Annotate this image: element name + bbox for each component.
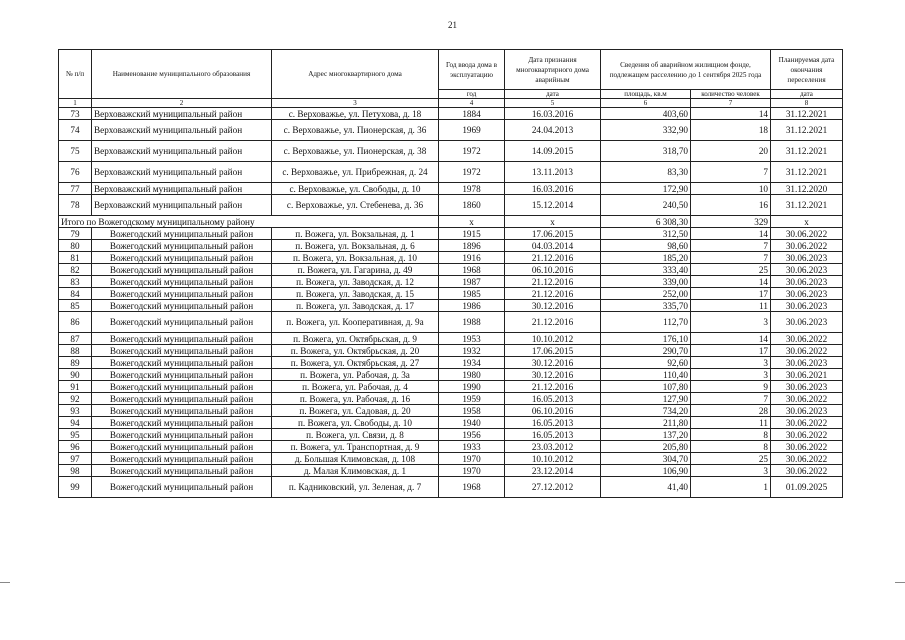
row-number: 93	[59, 405, 92, 417]
people-cell: 11	[691, 417, 771, 429]
total-area: 6 308,30	[601, 216, 691, 228]
address-cell: п. Вожега, ул. Заводская, д. 15	[272, 288, 439, 300]
area-cell: 41,40	[601, 477, 691, 498]
rows-vozhegodsky	[59, 228, 843, 498]
area-cell: 318,70	[601, 141, 691, 162]
planned-date-cell: 30.06.2022	[771, 393, 843, 405]
people-cell: 3	[691, 369, 771, 381]
address-cell: д. Малая Климовская, д. 1	[272, 465, 439, 477]
planned-date-cell: 30.06.2022	[771, 441, 843, 453]
year-cell: 1978	[439, 183, 505, 195]
address-cell: п. Вожега, ул. Вокзальная, д. 1	[272, 228, 439, 240]
planned-date-cell: 31.12.2020	[771, 183, 843, 195]
column-numbers-row	[59, 99, 843, 108]
planned-date-cell: 30.06.2022	[771, 228, 843, 240]
unit-date: дата	[505, 90, 601, 99]
people-cell: 16	[691, 195, 771, 216]
area-cell: 172,90	[601, 183, 691, 195]
col-number: 3	[272, 99, 439, 108]
row-number: 98	[59, 465, 92, 477]
year-cell: 1915	[439, 228, 505, 240]
address-cell: п. Кадниковский, ул. Зеленая, д. 7	[272, 477, 439, 498]
area-cell: 339,00	[601, 276, 691, 288]
year-cell: 1990	[439, 381, 505, 393]
table-row	[59, 345, 843, 357]
margin-mark	[0, 582, 10, 583]
col-header-municipality: Наименование муниципального образования	[92, 50, 272, 99]
table-row	[59, 312, 843, 333]
planned-date-cell: 31.12.2021	[771, 162, 843, 183]
table-row	[59, 264, 843, 276]
year-cell: 1986	[439, 300, 505, 312]
municipality-cell: Вожегодский муниципальный район	[92, 264, 272, 276]
address-cell: п. Вожега, ул. Рабочая, д. 4	[272, 381, 439, 393]
municipality-cell: Вожегодский муниципальный район	[92, 312, 272, 333]
planned-date-cell: 31.12.2021	[771, 120, 843, 141]
address-cell: д. Большая Климовская, д. 108	[272, 453, 439, 465]
row-number: 89	[59, 357, 92, 369]
year-cell: 1956	[439, 429, 505, 441]
address-cell: п. Вожега, ул. Октябрьская, д. 27	[272, 357, 439, 369]
row-number: 75	[59, 141, 92, 162]
planned-date-cell: 30.06.2021	[771, 369, 843, 381]
table-row	[59, 429, 843, 441]
col-header-address: Адрес многоквартирного дома	[272, 50, 439, 99]
col-header-year: Год ввода дома в эксплуатацию	[439, 50, 505, 90]
address-cell: п. Вожега, ул. Вокзальная, д. 10	[272, 252, 439, 264]
address-cell: п. Вожега, ул. Рабочая, д. 3а	[272, 369, 439, 381]
col-header-planned-date: Планируемая дата окончания переселения	[771, 50, 843, 90]
recognition-date-cell: 21.12.2016	[505, 276, 601, 288]
year-cell: 1958	[439, 405, 505, 417]
area-cell: 252,00	[601, 288, 691, 300]
municipality-cell: Вожегодский муниципальный район	[92, 288, 272, 300]
area-cell: 403,60	[601, 108, 691, 120]
total-people: 329	[691, 216, 771, 228]
table-row	[59, 393, 843, 405]
people-cell: 8	[691, 429, 771, 441]
address-cell: п. Вожега, ул. Заводская, д. 12	[272, 276, 439, 288]
year-cell: 1934	[439, 357, 505, 369]
people-cell: 18	[691, 120, 771, 141]
address-cell: п. Вожега, ул. Гагарина, д. 49	[272, 264, 439, 276]
area-cell: 127,90	[601, 393, 691, 405]
municipality-cell: Вожегодский муниципальный район	[92, 405, 272, 417]
recognition-date-cell: 15.12.2014	[505, 195, 601, 216]
area-cell: 290,70	[601, 345, 691, 357]
recognition-date-cell: 04.03.2014	[505, 240, 601, 252]
col-number: 2	[92, 99, 272, 108]
year-cell: 1860	[439, 195, 505, 216]
address-cell: с. Верховажье, ул. Петухова, д. 18	[272, 108, 439, 120]
municipality-cell: Вожегодский муниципальный район	[92, 465, 272, 477]
row-number: 81	[59, 252, 92, 264]
year-cell: 1916	[439, 252, 505, 264]
row-number: 79	[59, 228, 92, 240]
municipality-cell: Верховажский муниципальный район	[92, 120, 272, 141]
planned-date-cell: 31.12.2021	[771, 141, 843, 162]
area-cell: 335,70	[601, 300, 691, 312]
area-cell: 205,80	[601, 441, 691, 453]
people-cell: 3	[691, 357, 771, 369]
col-number: 8	[771, 99, 843, 108]
row-number: 91	[59, 381, 92, 393]
address-cell: п. Вожега, ул. Кооперативная, д. 9а	[272, 312, 439, 333]
area-cell: 211,80	[601, 417, 691, 429]
area-cell: 112,70	[601, 312, 691, 333]
recognition-date-cell: 21.12.2016	[505, 288, 601, 300]
municipality-cell: Вожегодский муниципальный район	[92, 453, 272, 465]
recognition-date-cell: 17.06.2015	[505, 228, 601, 240]
area-cell: 304,70	[601, 453, 691, 465]
people-cell: 9	[691, 381, 771, 393]
recognition-date-cell: 30.12.2016	[505, 357, 601, 369]
municipality-cell: Вожегодский муниципальный район	[92, 357, 272, 369]
year-cell: 1980	[439, 369, 505, 381]
planned-date-cell: 30.06.2022	[771, 429, 843, 441]
table-row	[59, 120, 843, 141]
table-row	[59, 300, 843, 312]
address-cell: с. Верховажье, ул. Стебенева, д. 36	[272, 195, 439, 216]
recognition-date-cell: 16.05.2013	[505, 429, 601, 441]
people-cell: 3	[691, 312, 771, 333]
people-cell: 17	[691, 345, 771, 357]
table-row	[59, 333, 843, 345]
municipality-cell: Вожегодский муниципальный район	[92, 333, 272, 345]
people-cell: 7	[691, 240, 771, 252]
municipality-cell: Вожегодский муниципальный район	[92, 240, 272, 252]
table-row	[59, 477, 843, 498]
area-cell: 92,60	[601, 357, 691, 369]
table-row	[59, 453, 843, 465]
table-row	[59, 162, 843, 183]
table-row	[59, 405, 843, 417]
people-cell: 20	[691, 141, 771, 162]
area-cell: 332,90	[601, 120, 691, 141]
address-cell: п. Вожега, ул. Октябрьская, д. 9	[272, 333, 439, 345]
planned-date-cell: 30.06.2023	[771, 357, 843, 369]
recognition-date-cell: 23.12.2014	[505, 465, 601, 477]
planned-date-cell: 30.06.2023	[771, 252, 843, 264]
people-cell: 7	[691, 393, 771, 405]
total-section	[59, 216, 843, 228]
row-number: 82	[59, 264, 92, 276]
recognition-date-cell: 16.03.2016	[505, 108, 601, 120]
address-cell: п. Вожега, ул. Садовая, д. 20	[272, 405, 439, 417]
year-cell: 1987	[439, 276, 505, 288]
area-cell: 107,80	[601, 381, 691, 393]
row-number: 74	[59, 120, 92, 141]
address-cell: с. Верховажье, ул. Свободы, д. 10	[272, 183, 439, 195]
people-cell: 14	[691, 228, 771, 240]
municipality-cell: Вожегодский муниципальный район	[92, 276, 272, 288]
year-cell: 1970	[439, 465, 505, 477]
unit-people: количество человек	[691, 90, 771, 99]
municipality-cell: Вожегодский муниципальный район	[92, 369, 272, 381]
col-header-recognition-date: Дата признания многоквартирного дома аварийным	[505, 50, 601, 90]
row-number: 86	[59, 312, 92, 333]
municipality-cell: Вожегодский муниципальный район	[92, 252, 272, 264]
municipality-cell: Верховажский муниципальный район	[92, 162, 272, 183]
planned-date-cell: 31.12.2021	[771, 195, 843, 216]
people-cell: 8	[691, 441, 771, 453]
row-number: 77	[59, 183, 92, 195]
recognition-date-cell: 27.12.2012	[505, 477, 601, 498]
table-row	[59, 183, 843, 195]
table-row	[59, 369, 843, 381]
table-row	[59, 465, 843, 477]
area-cell: 110,40	[601, 369, 691, 381]
people-cell: 25	[691, 264, 771, 276]
recognition-date-cell: 10.10.2012	[505, 333, 601, 345]
municipality-cell: Вожегодский муниципальный район	[92, 300, 272, 312]
recognition-date-cell: 06.10.2016	[505, 264, 601, 276]
planned-date-cell: 30.06.2023	[771, 264, 843, 276]
people-cell: 14	[691, 108, 771, 120]
recognition-date-cell: 16.03.2016	[505, 183, 601, 195]
area-cell: 106,90	[601, 465, 691, 477]
area-cell: 312,50	[601, 228, 691, 240]
row-number: 80	[59, 240, 92, 252]
unit-planned-date: дата	[771, 90, 843, 99]
year-cell: 1940	[439, 417, 505, 429]
municipality-cell: Вожегодский муниципальный район	[92, 477, 272, 498]
planned-date-cell: 01.09.2025	[771, 477, 843, 498]
people-cell: 7	[691, 162, 771, 183]
table-row	[59, 252, 843, 264]
col-number: 6	[601, 99, 691, 108]
recognition-date-cell: 17.06.2015	[505, 345, 601, 357]
page-number: 21	[448, 20, 457, 30]
municipality-cell: Вожегодский муниципальный район	[92, 345, 272, 357]
year-cell: 1972	[439, 141, 505, 162]
recognition-date-cell: 16.05.2013	[505, 393, 601, 405]
row-number: 92	[59, 393, 92, 405]
area-cell: 137,20	[601, 429, 691, 441]
municipality-cell: Верховажский муниципальный район	[92, 183, 272, 195]
recognition-date-cell: 30.12.2016	[505, 300, 601, 312]
total-row	[59, 216, 843, 228]
col-header-num: № п/п	[59, 50, 92, 99]
planned-date-cell: 30.06.2023	[771, 312, 843, 333]
address-cell: с. Верховажье, ул. Прибрежная, д. 24	[272, 162, 439, 183]
address-cell: п. Вожега, ул. Заводская, д. 17	[272, 300, 439, 312]
recognition-date-cell: 10.10.2012	[505, 453, 601, 465]
people-cell: 28	[691, 405, 771, 417]
recognition-date-cell: 16.05.2013	[505, 417, 601, 429]
rows-verkhovazhsky	[59, 108, 843, 216]
header-row	[59, 50, 843, 90]
margin-mark	[895, 582, 905, 583]
table-row	[59, 357, 843, 369]
row-number: 99	[59, 477, 92, 498]
col-number: 1	[59, 99, 92, 108]
year-cell: 1959	[439, 393, 505, 405]
municipality-cell: Верховажский муниципальный район	[92, 195, 272, 216]
year-cell: 1932	[439, 345, 505, 357]
planned-date-cell: 30.06.2023	[771, 288, 843, 300]
row-number: 87	[59, 333, 92, 345]
municipality-cell: Вожегодский муниципальный район	[92, 381, 272, 393]
planned-date-cell: 30.06.2023	[771, 405, 843, 417]
col-header-fund-info: Сведения об аварийном жилищном фонде, подлежащем расселению до 1 сентября 2025 года	[601, 50, 771, 90]
housing-registry-table	[58, 49, 843, 498]
recognition-date-cell: 06.10.2016	[505, 405, 601, 417]
area-cell: 176,10	[601, 333, 691, 345]
planned-date-cell: 30.06.2022	[771, 345, 843, 357]
municipality-cell: Вожегодский муниципальный район	[92, 441, 272, 453]
people-cell: 17	[691, 288, 771, 300]
municipality-cell: Вожегодский муниципальный район	[92, 417, 272, 429]
area-cell: 333,40	[601, 264, 691, 276]
table-row	[59, 288, 843, 300]
recognition-date-cell: 30.12.2016	[505, 369, 601, 381]
row-number: 97	[59, 453, 92, 465]
address-cell: п. Вожега, ул. Свободы, д. 10	[272, 417, 439, 429]
address-cell: п. Вожега, ул. Октябрьская, д. 20	[272, 345, 439, 357]
people-cell: 25	[691, 453, 771, 465]
total-planned: x	[771, 216, 843, 228]
row-number: 84	[59, 288, 92, 300]
planned-date-cell: 30.06.2022	[771, 417, 843, 429]
recognition-date-cell: 21.12.2016	[505, 312, 601, 333]
row-number: 96	[59, 441, 92, 453]
people-cell: 10	[691, 183, 771, 195]
recognition-date-cell: 24.04.2013	[505, 120, 601, 141]
people-cell: 14	[691, 276, 771, 288]
address-cell: с. Верховажье, ул. Пионерская, д. 38	[272, 141, 439, 162]
planned-date-cell: 31.12.2021	[771, 108, 843, 120]
row-number: 90	[59, 369, 92, 381]
area-cell: 98,60	[601, 240, 691, 252]
year-cell: 1896	[439, 240, 505, 252]
year-cell: 1968	[439, 264, 505, 276]
unit-area: площадь, кв.м	[601, 90, 691, 99]
year-cell: 1985	[439, 288, 505, 300]
table-row	[59, 141, 843, 162]
planned-date-cell: 30.06.2023	[771, 381, 843, 393]
table-row	[59, 195, 843, 216]
address-cell: с. Верховажье, ул. Пионерская, д. 36	[272, 120, 439, 141]
people-cell: 7	[691, 252, 771, 264]
year-cell: 1884	[439, 108, 505, 120]
row-number: 88	[59, 345, 92, 357]
recognition-date-cell: 23.03.2012	[505, 441, 601, 453]
municipality-cell: Вожегодский муниципальный район	[92, 393, 272, 405]
row-number: 94	[59, 417, 92, 429]
municipality-cell: Вожегодский муниципальный район	[92, 228, 272, 240]
table-row	[59, 108, 843, 120]
recognition-date-cell: 21.12.2016	[505, 381, 601, 393]
year-cell: 1933	[439, 441, 505, 453]
recognition-date-cell: 13.11.2013	[505, 162, 601, 183]
people-cell: 11	[691, 300, 771, 312]
planned-date-cell: 30.06.2023	[771, 276, 843, 288]
address-cell: п. Вожега, ул. Транспортная, д. 9	[272, 441, 439, 453]
total-label: Итого по Вожегодскому муниципальному району	[59, 216, 439, 228]
row-number: 85	[59, 300, 92, 312]
address-cell: п. Вожега, ул. Вокзальная, д. 6	[272, 240, 439, 252]
recognition-date-cell: 14.09.2015	[505, 141, 601, 162]
address-cell: п. Вожега, ул. Связи, д. 8	[272, 429, 439, 441]
year-cell: 1969	[439, 120, 505, 141]
table-row	[59, 417, 843, 429]
year-cell: 1970	[439, 453, 505, 465]
area-cell: 185,20	[601, 252, 691, 264]
table-row	[59, 228, 843, 240]
year-cell: 1972	[439, 162, 505, 183]
table-row	[59, 381, 843, 393]
table-row	[59, 240, 843, 252]
year-cell: 1953	[439, 333, 505, 345]
col-number: 7	[691, 99, 771, 108]
planned-date-cell: 30.06.2022	[771, 465, 843, 477]
planned-date-cell: 30.06.2023	[771, 300, 843, 312]
area-cell: 83,30	[601, 162, 691, 183]
total-date: x	[505, 216, 601, 228]
unit-year: год	[439, 90, 505, 99]
planned-date-cell: 30.06.2022	[771, 453, 843, 465]
municipality-cell: Вожегодский муниципальный район	[92, 429, 272, 441]
municipality-cell: Верховажский муниципальный район	[92, 108, 272, 120]
area-cell: 240,50	[601, 195, 691, 216]
municipality-cell: Верховажский муниципальный район	[92, 141, 272, 162]
row-number: 95	[59, 429, 92, 441]
area-cell: 734,20	[601, 405, 691, 417]
row-number: 76	[59, 162, 92, 183]
table-row	[59, 276, 843, 288]
planned-date-cell: 30.06.2022	[771, 240, 843, 252]
row-number: 78	[59, 195, 92, 216]
year-cell: 1988	[439, 312, 505, 333]
people-cell: 14	[691, 333, 771, 345]
total-year: x	[439, 216, 505, 228]
people-cell: 3	[691, 465, 771, 477]
people-cell: 1	[691, 477, 771, 498]
planned-date-cell: 30.06.2022	[771, 333, 843, 345]
row-number: 73	[59, 108, 92, 120]
col-number: 5	[505, 99, 601, 108]
row-number: 83	[59, 276, 92, 288]
year-cell: 1968	[439, 477, 505, 498]
table-row	[59, 441, 843, 453]
col-number: 4	[439, 99, 505, 108]
recognition-date-cell: 21.12.2016	[505, 252, 601, 264]
address-cell: п. Вожега, ул. Рабочая, д. 16	[272, 393, 439, 405]
